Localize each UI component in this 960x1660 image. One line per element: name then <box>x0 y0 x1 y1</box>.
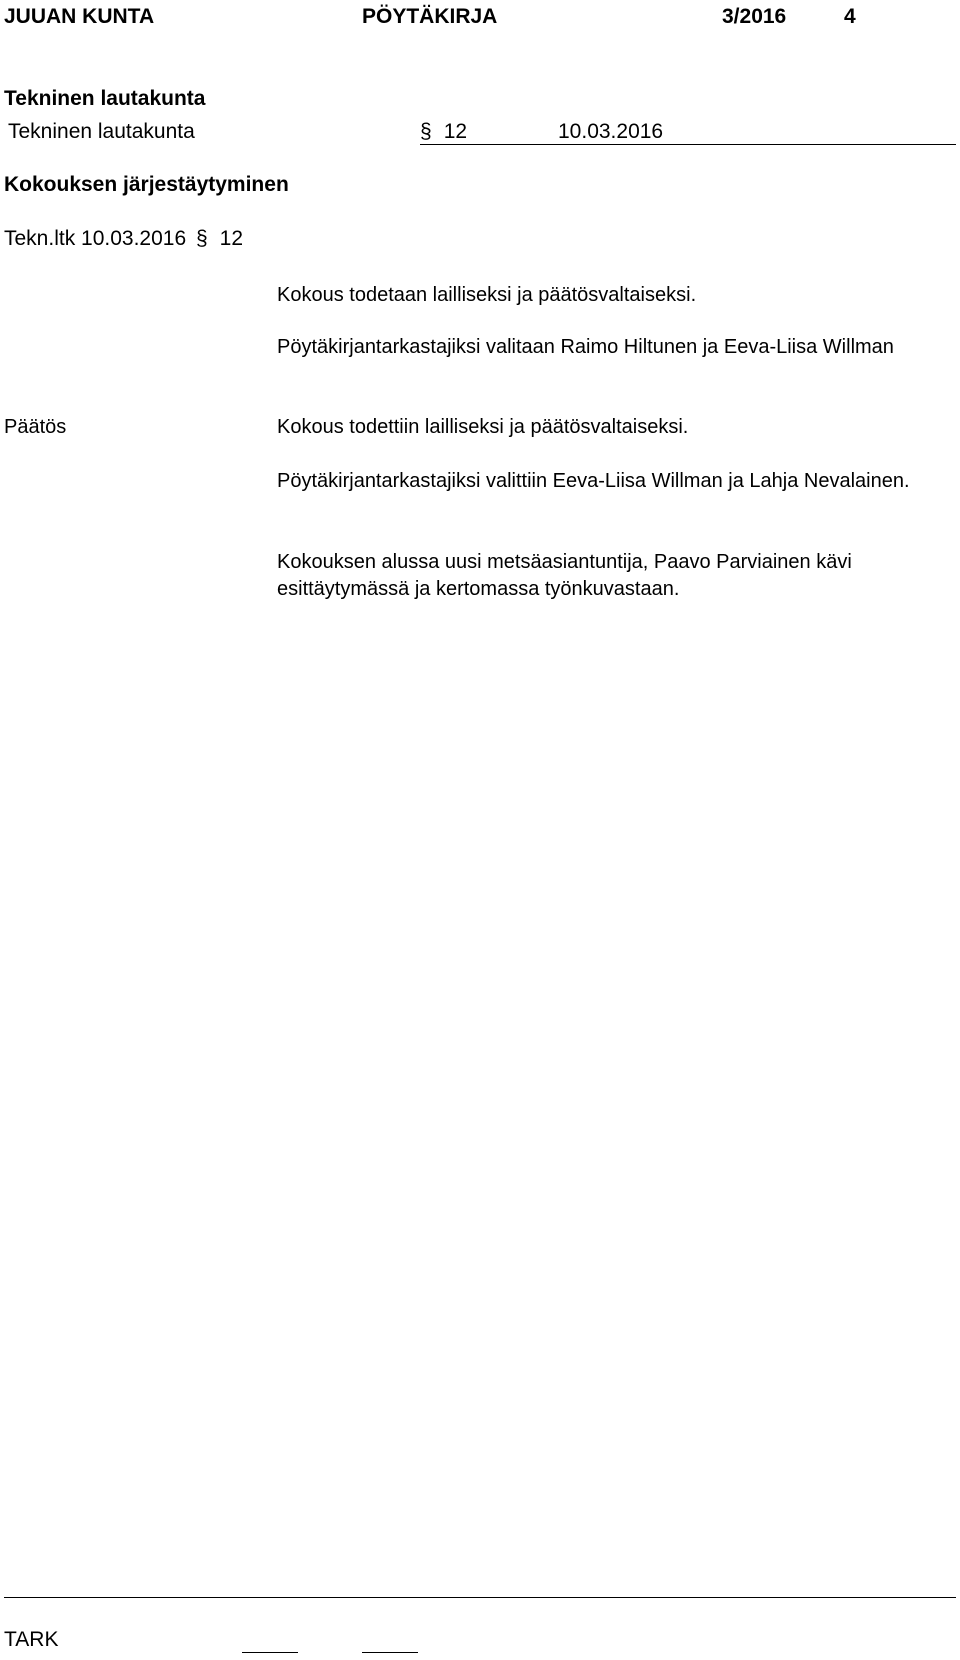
reference-line <box>4 226 243 252</box>
paragraph-reference <box>420 119 467 145</box>
subject-title: Kokouksen järjestäytyminen <box>4 173 289 196</box>
paragraph-symbol: § <box>420 120 432 143</box>
decision-paragraph: Kokous todettiin lailliseksi ja päätösvaltaiseksi. <box>277 416 689 438</box>
decision-paragraph: Kokouksen alussa uusi metsäasiantuntija, Paavo Parviainen kävi esittäytymässä ja kertomassa työnkuvastaan. <box>277 551 852 600</box>
reference-text: Tekn.ltk 10.03.2016 <box>4 227 187 250</box>
proposal-paragraph: Kokous todetaan lailliseksi ja päätösvaltaiseksi. <box>277 284 697 306</box>
reference-paragraph-number: 12 <box>219 227 244 250</box>
reference-paragraph-symbol: § <box>195 227 208 250</box>
body-title: Tekninen lautakunta <box>4 87 206 110</box>
meeting-date: 10.03.2016 <box>558 120 664 143</box>
body-name: Tekninen lautakunta <box>8 120 195 143</box>
page-number: 4 <box>844 5 856 28</box>
issue-number: 3/2016 <box>722 5 787 28</box>
decision-label: Päätös <box>4 416 67 438</box>
initials-line-1 <box>242 1652 298 1653</box>
footer-rule <box>4 1597 956 1598</box>
decision-paragraph: Pöytäkirjantarkastajiksi valittiin Eeva-Liisa Willman ja Lahja Nevalainen. <box>277 470 910 492</box>
document-type: PÖYTÄKIRJA <box>362 5 498 28</box>
paragraph-number: 12 <box>443 120 468 143</box>
initials-line-2 <box>362 1652 418 1653</box>
proposal-paragraph: Pöytäkirjantarkastajiksi valitaan Raimo Hiltunen ja Eeva-Liisa Willman <box>277 336 894 358</box>
header-rule <box>420 144 956 145</box>
footer-label: TARK <box>4 1628 59 1651</box>
municipality-name: JUUAN KUNTA <box>4 5 155 28</box>
